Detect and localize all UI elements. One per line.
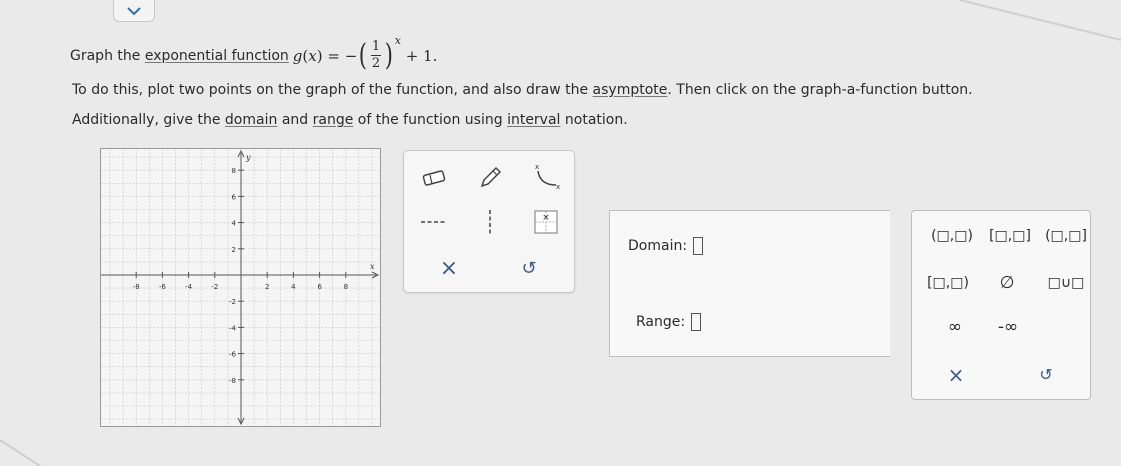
question-line-2: To do this, plot two points on the graph of the function, and also draw the asymptote. Then click on the graph-a-function button.: [72, 82, 973, 98]
open-closed-interval-key[interactable]: (□,□]: [1045, 228, 1087, 244]
dashed-horizontal-line-icon: [419, 216, 449, 228]
horizontal-asymptote-tool-button[interactable]: [416, 207, 452, 237]
clear-graph-button[interactable]: ×: [439, 255, 459, 281]
point-grid-icon: [534, 210, 558, 234]
svg-text:×: ×: [542, 213, 550, 223]
x-tick-label: 4: [291, 283, 296, 291]
collapse-button[interactable]: [113, 0, 155, 22]
x-tick-label: -6: [158, 283, 166, 291]
eraser-tool-button[interactable]: [416, 163, 452, 193]
domain-input[interactable]: [693, 237, 703, 255]
dashed-vertical-line-icon: [484, 208, 496, 236]
y-tick-label: -4: [229, 324, 236, 333]
x-tick-label: -2: [211, 283, 219, 291]
x-tick-label: 2: [264, 283, 270, 291]
union-key[interactable]: □∪□: [1047, 275, 1085, 291]
x-tick-label: 8: [343, 283, 349, 291]
closed-open-interval-key[interactable]: [□,□): [927, 275, 969, 291]
point-tool-button[interactable]: [528, 207, 564, 237]
infinity-key[interactable]: ∞: [947, 317, 963, 337]
svg-text:x: x: [556, 183, 561, 191]
y-axis-label: y: [246, 153, 251, 162]
y-tick-label: 2: [231, 245, 236, 254]
exponential-curve-icon: [532, 161, 564, 193]
chevron-down-icon: [126, 6, 142, 16]
y-tick-label: -2: [229, 298, 236, 307]
graph-toolbox: [403, 150, 575, 293]
clear-answer-button[interactable]: ×: [947, 363, 965, 387]
range-row: [636, 313, 701, 331]
domain-label: Domain:: [628, 238, 688, 254]
interval-keypad: [911, 210, 1091, 400]
negative-infinity-key[interactable]: -∞: [997, 317, 1019, 337]
question-line-3: Additionally, give the domain and range of the function using interval notation.: [72, 112, 628, 128]
x-tick-label: -4: [185, 283, 193, 291]
asymptote-link[interactable]: asymptote: [592, 82, 668, 98]
x-tick-label: 6: [317, 283, 322, 291]
x-axis-label: x: [370, 262, 375, 271]
y-tick-label: 4: [231, 219, 236, 228]
answer-panel: [609, 210, 890, 357]
y-tick-label: -8: [229, 376, 236, 385]
undo-answer-button[interactable]: ↺: [1039, 365, 1053, 384]
svg-text:x: x: [535, 163, 540, 171]
y-tick-label: 6: [231, 193, 236, 202]
empty-set-key[interactable]: ∅: [999, 273, 1015, 293]
domain-row: [628, 237, 703, 255]
x-tick-label: -8: [132, 283, 140, 291]
question-line-1: Graph the exponential function g ( x ) = − ( $\frac{1}{2}$ ) x + 1.: [70, 34, 438, 73]
pencil-tool-button[interactable]: [472, 163, 508, 193]
closed-closed-interval-key[interactable]: [□,□]: [989, 228, 1031, 244]
interval-link[interactable]: interval: [507, 112, 561, 128]
graph-area[interactable]: [100, 148, 381, 427]
graph-function-tool-button[interactable]: [528, 159, 568, 195]
domain-link[interactable]: domain: [224, 112, 278, 128]
vertical-asymptote-tool-button[interactable]: [472, 207, 508, 237]
coordinate-grid[interactable]: [101, 149, 380, 426]
range-input[interactable]: [691, 313, 701, 331]
range-link[interactable]: range: [312, 112, 354, 128]
pencil-icon: [476, 164, 504, 192]
range-label: Range:: [636, 314, 686, 330]
exponential-function-link[interactable]: exponential function: [144, 47, 289, 64]
function-formula: g ( x ) = − ( $\frac{1}{2}$ ) x + 1.: [292, 34, 438, 73]
open-open-interval-key[interactable]: (□,□): [931, 228, 973, 244]
y-tick-label: 8: [231, 167, 236, 176]
y-tick-label: -6: [229, 350, 236, 359]
undo-graph-button[interactable]: ↺: [521, 257, 537, 279]
eraser-icon: [419, 166, 449, 190]
